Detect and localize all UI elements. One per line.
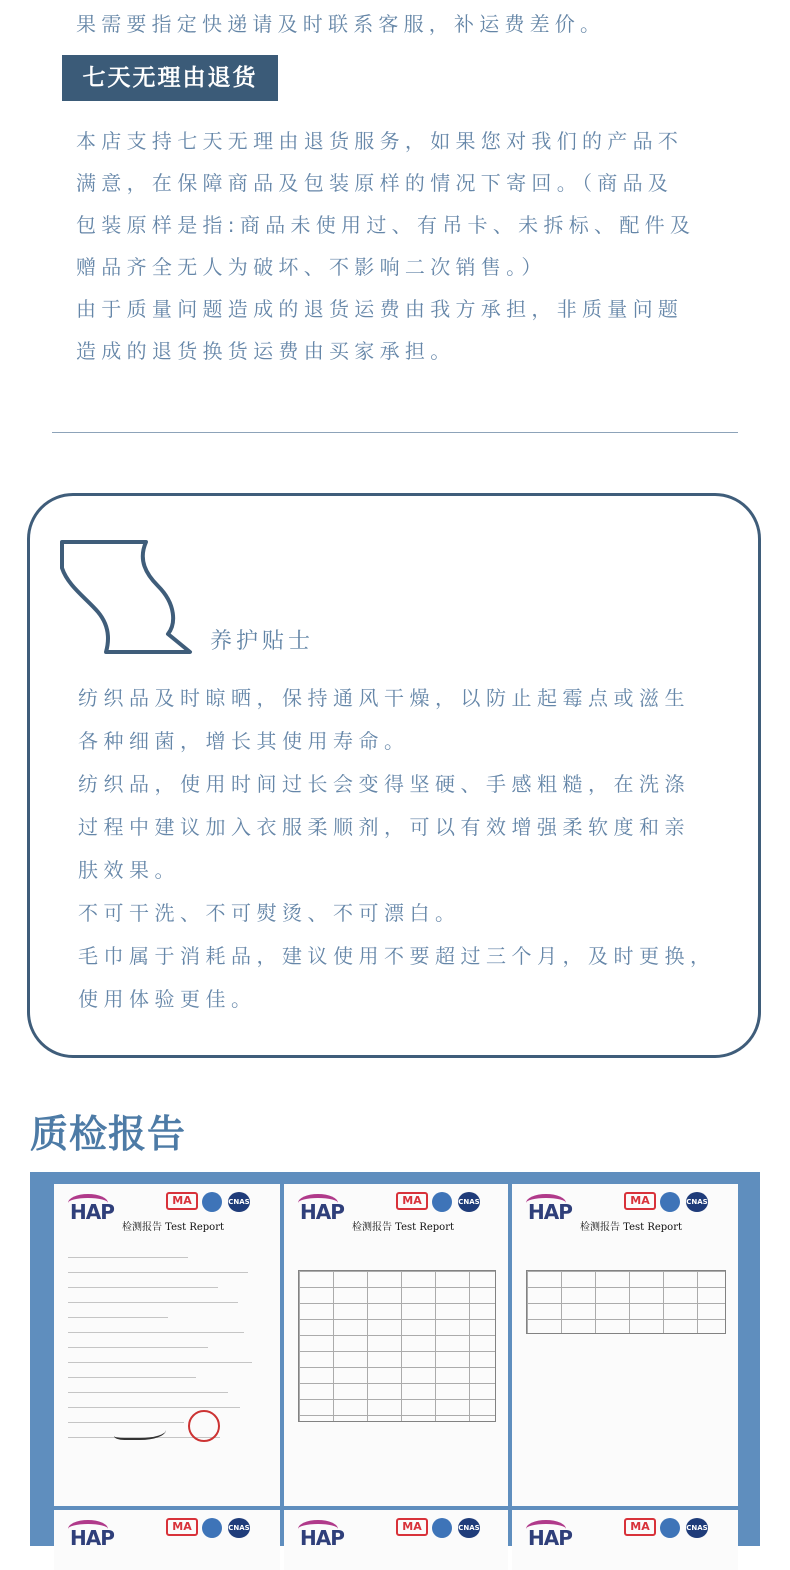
care-tip-line: 毛巾属于消耗品，建议使用不要超过三个月，及时更换， (78, 944, 716, 968)
accreditation-seal-icon (202, 1518, 222, 1538)
hap-logo: HAP (300, 1200, 344, 1224)
care-tip-line: 各种细菌，增长其使用寿命。 (78, 729, 410, 753)
test-report-document (284, 1510, 508, 1570)
ma-mark: MA (624, 1192, 656, 1210)
cnas-seal: CNAS (228, 1192, 250, 1212)
care-tip-line: 肤效果。 (78, 858, 180, 882)
return-policy-heading: 七天无理由退货 (62, 55, 278, 101)
return-policy-line: 由于质量问题造成的退货运费由我方承担，非质量问题 (76, 297, 684, 321)
quality-report-panel (30, 1172, 760, 1550)
official-stamp-icon (188, 1410, 220, 1442)
care-tips-title: 养护贴士 (210, 629, 315, 654)
care-tip-line: 不可干洗、不可熨烫、不可漂白。 (78, 901, 461, 925)
test-report-document (54, 1184, 280, 1506)
test-report-document (54, 1510, 280, 1570)
return-policy-text (76, 120, 776, 372)
hap-logo: HAP (300, 1526, 344, 1550)
test-report-document (512, 1184, 738, 1506)
report-results-table (298, 1270, 496, 1422)
return-policy-line: 满意，在保障商品及包装原样的情况下寄回。（商品及 (76, 171, 674, 195)
quality-report-title: 质检报告 (30, 1111, 187, 1156)
cnas-seal: CNAS (458, 1192, 480, 1212)
report-title: 检测报告 Test Report (122, 1222, 224, 1233)
test-report-document (512, 1510, 738, 1570)
hap-logo: HAP (70, 1526, 114, 1550)
return-policy-line: 本店支持七天无理由退货服务，如果您对我们的产品不 (76, 129, 684, 153)
ma-mark: MA (396, 1518, 428, 1536)
ma-mark: MA (166, 1518, 198, 1536)
accreditation-seal-icon (660, 1192, 680, 1212)
ma-mark: MA (396, 1192, 428, 1210)
hap-logo: HAP (528, 1200, 572, 1224)
accreditation-seal-icon (432, 1518, 452, 1538)
towel-outline-icon (58, 538, 198, 658)
section-divider (52, 432, 738, 433)
return-policy-line: 包装原样是指:商品未使用过、有吊卡、未拆标、配件及 (76, 213, 696, 237)
accreditation-seal-icon (660, 1518, 680, 1538)
shipping-note-line: 果需要指定快递请及时联系客服，补运费差价。 (76, 12, 606, 36)
cnas-seal: CNAS (228, 1518, 250, 1538)
ma-mark: MA (166, 1192, 198, 1210)
return-policy-line: 赠品齐全无人为破坏、不影响二次销售。） (76, 255, 547, 279)
care-tip-line: 使用体验更佳。 (78, 987, 257, 1011)
cnas-seal: CNAS (686, 1192, 708, 1212)
report-title: 检测报告 Test Report (352, 1222, 454, 1233)
signature-mark (114, 1420, 166, 1440)
accreditation-seal-icon (202, 1192, 222, 1212)
report-text-rows (68, 1248, 268, 1443)
care-tip-line: 纺织品及时晾晒，保持通风干燥，以防止起霉点或滋生 (78, 686, 690, 710)
return-policy-line: 造成的退货换货运费由买家承担。 (76, 339, 456, 363)
care-tip-line: 纺织品，使用时间过长会变得坚硬、手感粗糙，在洗涤 (78, 772, 690, 796)
report-title: 检测报告 Test Report (580, 1222, 682, 1233)
test-report-document (284, 1184, 508, 1506)
care-tip-line: 过程中建议加入衣服柔顺剂，可以有效增强柔软度和亲 (78, 815, 690, 839)
cnas-seal: CNAS (458, 1518, 480, 1538)
ma-mark: MA (624, 1518, 656, 1536)
hap-logo: HAP (70, 1200, 114, 1224)
care-tips-text (78, 677, 778, 1021)
hap-logo: HAP (528, 1526, 572, 1550)
cnas-seal: CNAS (686, 1518, 708, 1538)
report-results-table (526, 1270, 726, 1334)
accreditation-seal-icon (432, 1192, 452, 1212)
